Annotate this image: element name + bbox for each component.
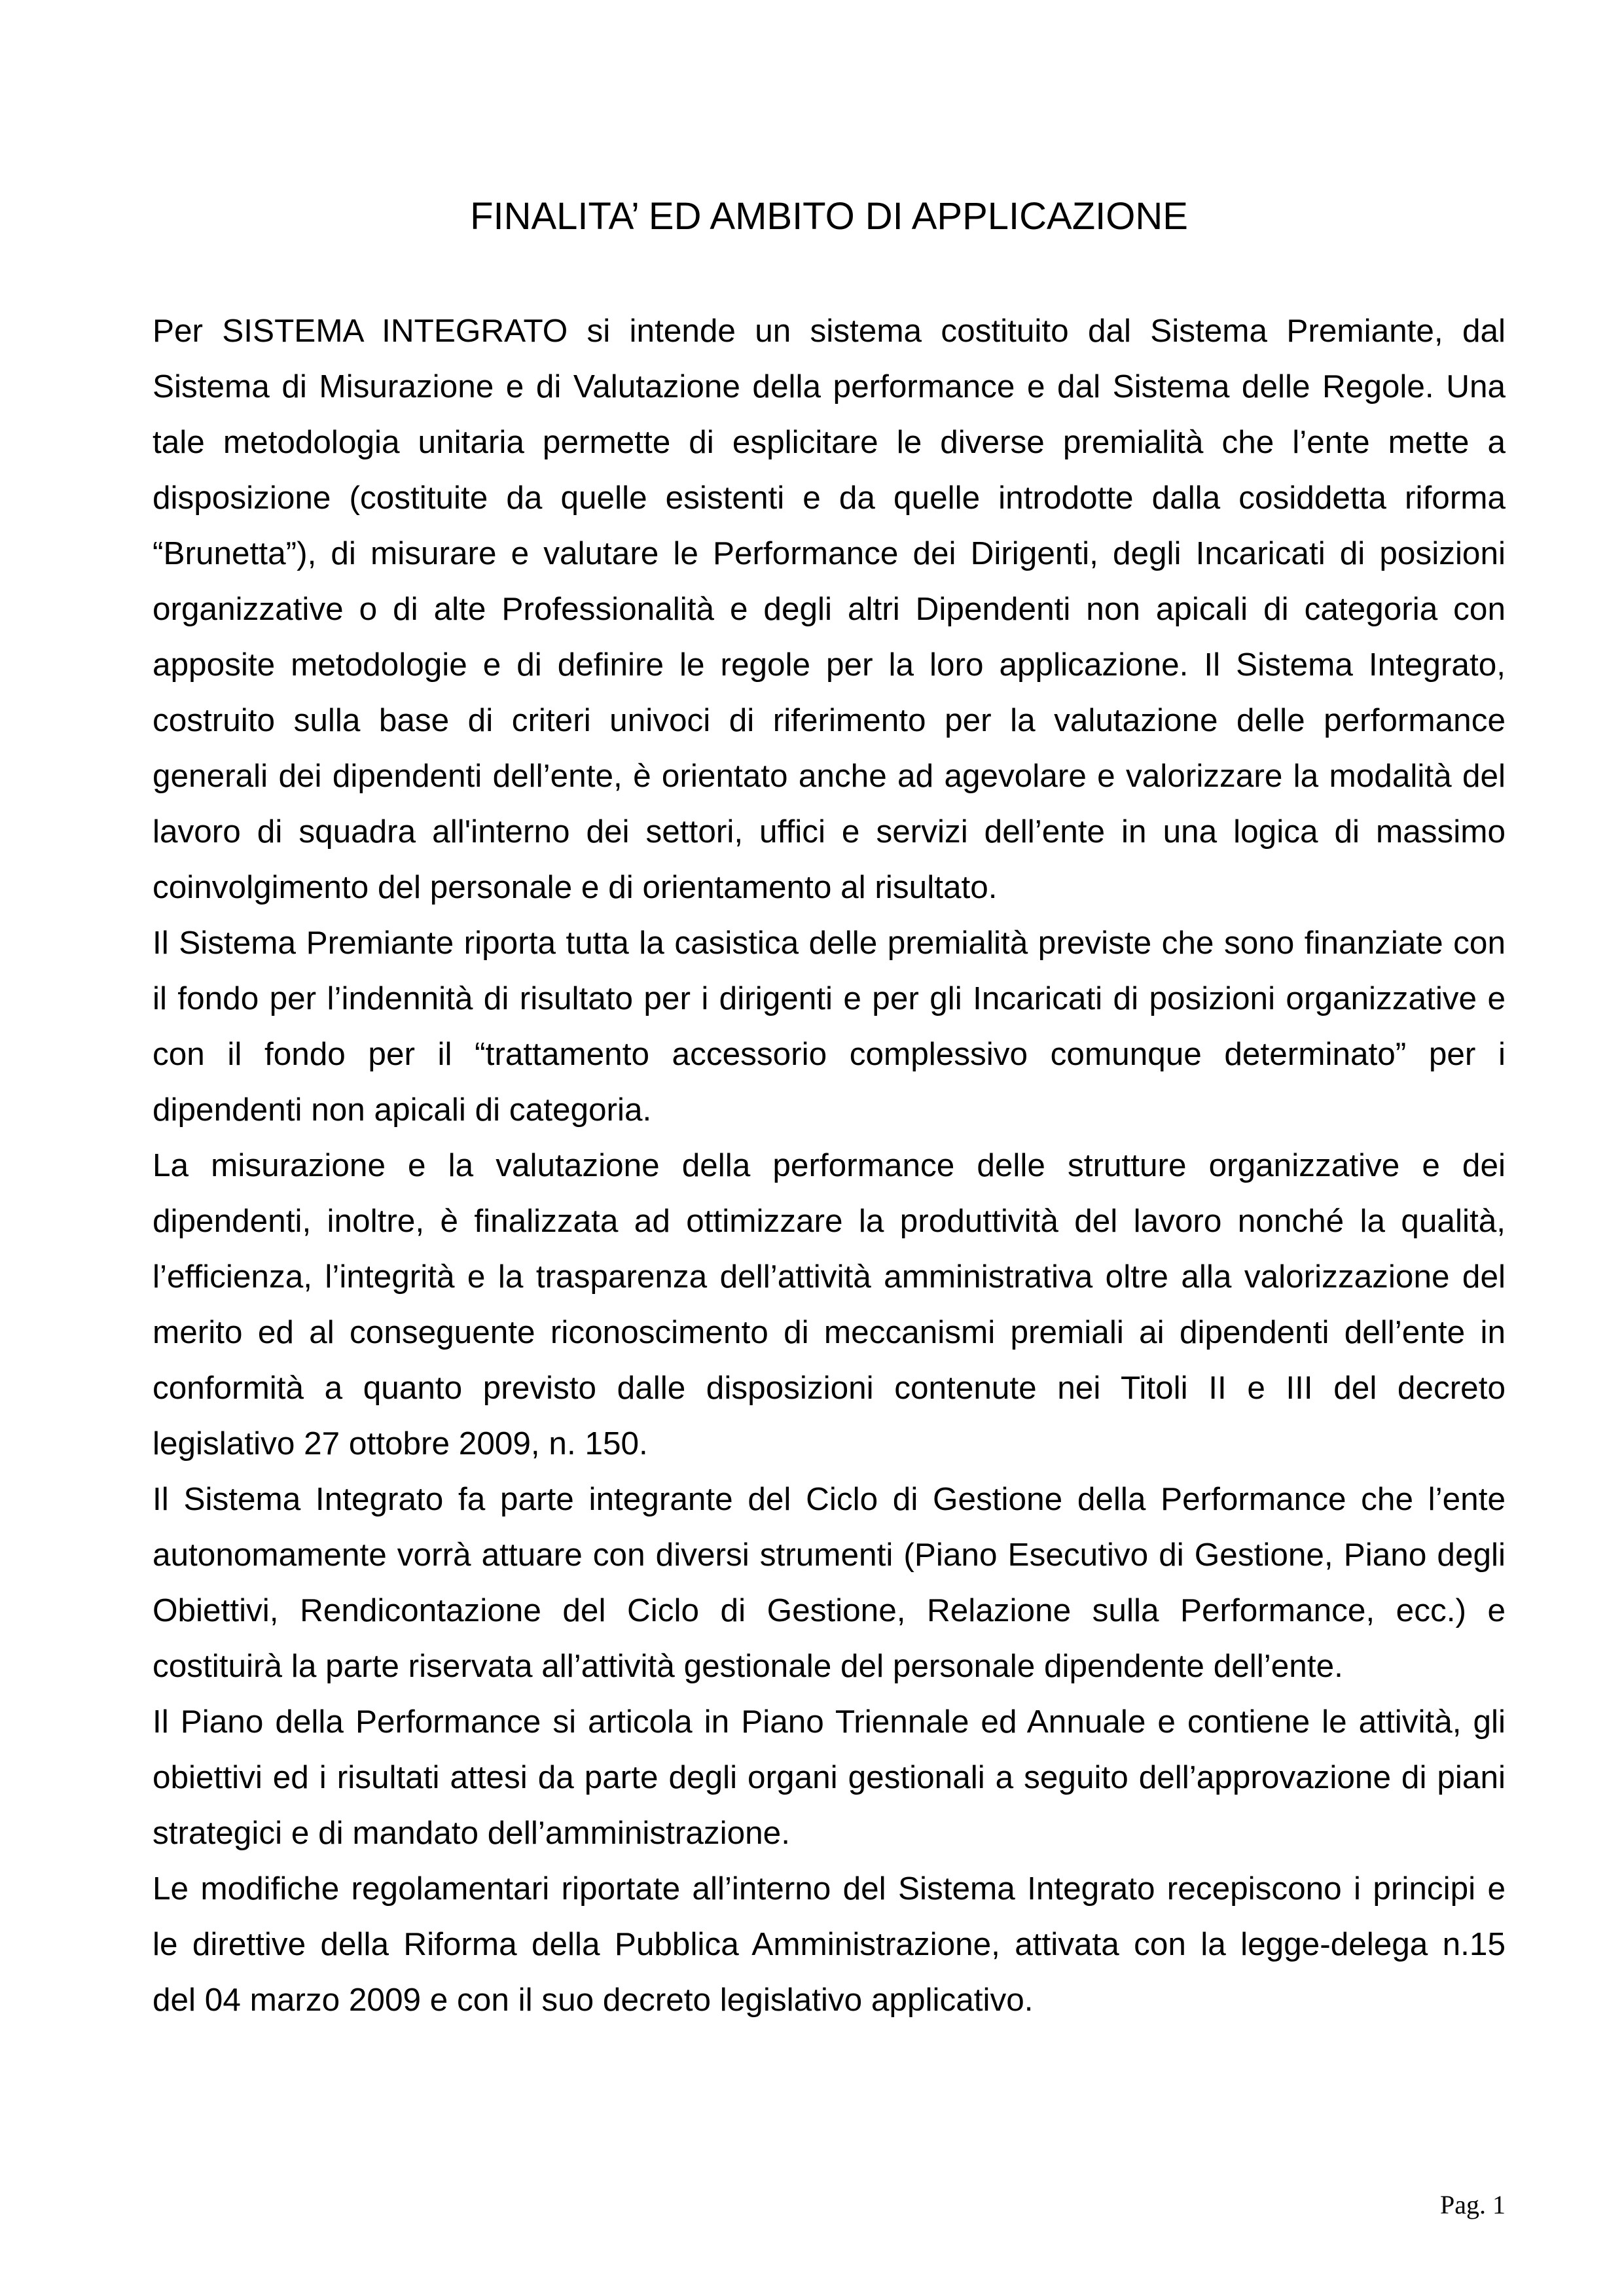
- text-line: il fondo per l’indennità di risultato per i dirigenti e per gli Incaricati di posizioni organizzative e: [153, 980, 1506, 1016]
- text-line: coinvolgimento del personale e di orientamento al risultato.: [153, 869, 998, 905]
- paragraph: [153, 1861, 1506, 2028]
- page-number: Pag. 1: [1440, 2190, 1506, 2219]
- text-line: merito ed al conseguente riconoscimento di meccanismi premiali ai dipendenti dell’ente in: [153, 1314, 1506, 1350]
- paragraph: [153, 915, 1506, 1138]
- text-line: Il Sistema Premiante riporta tutta la casistica delle premialità previste che sono finanziate con: [153, 925, 1506, 961]
- text-line: lavoro di squadra all'interno dei settori, uffici e servizi dell’ente in una logica di massimo: [153, 814, 1506, 850]
- text-line: costruito sulla base di criteri univoci di riferimento per la valutazione delle performance: [153, 702, 1506, 738]
- text-line: dipendenti, inoltre, è finalizzata ad ottimizzare la produttività del lavoro nonché la qualità,: [153, 1203, 1506, 1239]
- text-line: legislativo 27 ottobre 2009, n. 150.: [153, 1426, 648, 1462]
- paragraph: [153, 1471, 1506, 1694]
- text-line: organizzative o di alte Professionalità e degli altri Dipendenti non apicali di categoria con: [153, 591, 1506, 627]
- text-line: Le modifiche regolamentari riportate all’interno del Sistema Integrato recepiscono i principi e: [153, 1871, 1506, 1907]
- paragraph: [153, 1694, 1506, 1861]
- text-line: Sistema di Misurazione e di Valutazione della performance e dal Sistema delle Regole. Una: [153, 368, 1506, 404]
- text-line: generali dei dipendenti dell’ente, è orientato anche ad agevolare e valorizzare la modalità del: [153, 758, 1506, 794]
- text-line: “Brunetta”), di misurare e valutare le Performance dei Dirigenti, degli Incaricati di posizioni: [153, 535, 1506, 571]
- text-line: conformità a quanto previsto dalle disposizioni contenute nei Titoli II e III del decreto: [153, 1370, 1506, 1406]
- text-line: le direttive della Riforma della Pubblica Amministrazione, attivata con la legge-delega n.15: [153, 1926, 1506, 1962]
- document-title: FINALITA’ ED AMBITO DI APPLICAZIONE: [470, 195, 1188, 238]
- text-line: Il Sistema Integrato fa parte integrante del Ciclo di Gestione della Performance che l’ente: [153, 1481, 1506, 1517]
- text-line: del 04 marzo 2009 e con il suo decreto legislativo applicativo.: [153, 1982, 1034, 2018]
- text-line: autonomamente vorrà attuare con diversi strumenti (Piano Esecutivo di Gestione, Piano degli: [153, 1537, 1506, 1573]
- text-line: costituirà la parte riservata all’attività gestionale del personale dipendente dell’ente.: [153, 1648, 1343, 1684]
- text-line: La misurazione e la valutazione della performance delle strutture organizzative e dei: [153, 1147, 1506, 1183]
- text-line: l’efficienza, l’integrità e la trasparenza dell’attività amministrativa oltre alla valorizzazione del: [153, 1259, 1506, 1295]
- text-line: con il fondo per il “trattamento accessorio complessivo comunque determinato” per i: [153, 1036, 1506, 1072]
- text-line: Per SISTEMA INTEGRATO si intende un sistema costituito dal Sistema Premiante, dal: [153, 313, 1506, 349]
- paragraph: [153, 1138, 1506, 1471]
- text-line: Obiettivi, Rendicontazione del Ciclo di Gestione, Relazione sulla Performance, ecc.) e: [153, 1592, 1506, 1628]
- paragraph: [153, 303, 1506, 915]
- text-line: dipendenti non apicali di categoria.: [153, 1092, 652, 1128]
- text-line: apposite metodologie e di definire le regole per la loro applicazione. Il Sistema Integrato,: [153, 647, 1506, 683]
- text-line: Il Piano della Performance si articola in Piano Triennale ed Annuale e contiene le attività, gli: [153, 1704, 1506, 1740]
- text-line: tale metodologia unitaria permette di esplicitare le diverse premialità che l’ente mette a: [153, 424, 1506, 460]
- text-line: disposizione (costituite da quelle esistenti e da quelle introdotte dalla cosiddetta riforma: [153, 480, 1506, 516]
- document-body: [153, 303, 1506, 2028]
- text-line: strategici e di mandato dell’amministrazione.: [153, 1815, 790, 1851]
- text-line: obiettivi ed i risultati attesi da parte degli organi gestionali a seguito dell’approvazione di piani: [153, 1759, 1506, 1795]
